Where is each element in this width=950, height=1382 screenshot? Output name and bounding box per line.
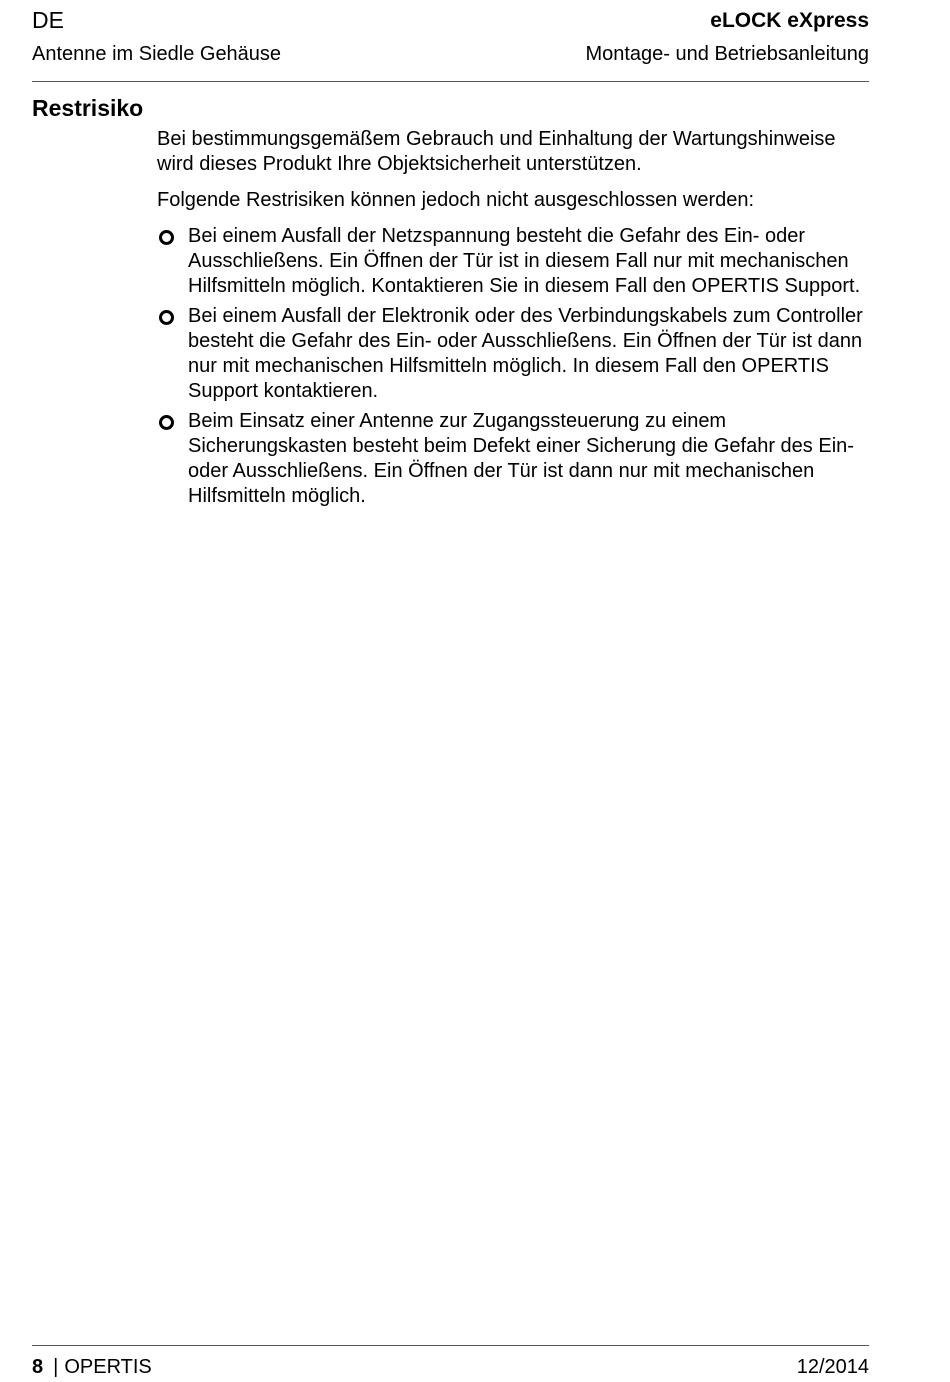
risk-list [157,224,869,509]
page-number: 8 [32,1356,44,1378]
circle-bullet-icon [159,310,174,325]
footer-divider [32,1345,869,1346]
footer-brand: OPERTIS [64,1356,152,1378]
list-item-text: Bei einem Ausfall der Netzspannung besteht die Gefahr des Ein- oder Ausschließens. Ein Öffnen der Tür ist in diesem Fall nur mit mechanischen Hilfsmitteln möglich. Kontaktieren Sie in diesem Fall den OPERTIS Support. [188,225,861,297]
list-item-text: Bei einem Ausfall der Elektronik oder des Verbindungskabels zum Controller besteht die Gefahr des Ein- oder Ausschließens. Ein Öffnen der Tür ist dann nur mit mechanischen Hilfsmitteln möglich. In diesem Fall den OPERTIS Support kontaktieren. [188,305,863,402]
list-item-text: Beim Einsatz einer Antenne zur Zugangssteuerung zu einem Sicherungskasten besteht beim Defekt einer Sicherung die Gefahr des Ein- oder Ausschließens. Ein Öffnen der Tür ist dann nur mit mechanischen Hilfsmitteln möglich. [188,410,854,507]
footer-left [32,1354,152,1380]
header-divider [32,81,869,82]
header-product-title: eLOCK eXpress [710,9,869,32]
risks-lead-paragraph: Folgende Restrisiken können jedoch nicht ausgeschlossen werden: [157,189,755,211]
circle-bullet-icon [159,415,174,430]
section-body [157,127,869,514]
list-item [157,224,869,299]
footer-date: 12/2014 [796,1356,869,1378]
header-manual-title: Montage- und Betriebsanleitung [585,43,869,65]
header-language: DE [32,7,64,33]
list-item [157,304,869,404]
circle-bullet-icon [159,230,174,245]
header-subtitle: Antenne im Siedle Gehäuse [32,43,282,65]
footer-separator: | [53,1356,59,1378]
intro-paragraph: Bei bestimmungsgemäßem Gebrauch und Einhaltung der Wartungshinweise wird dieses Produkt Ihre Objektsicherheit unterstützen. [157,128,836,175]
list-item [157,409,869,509]
section-title: Restrisiko [32,95,144,121]
